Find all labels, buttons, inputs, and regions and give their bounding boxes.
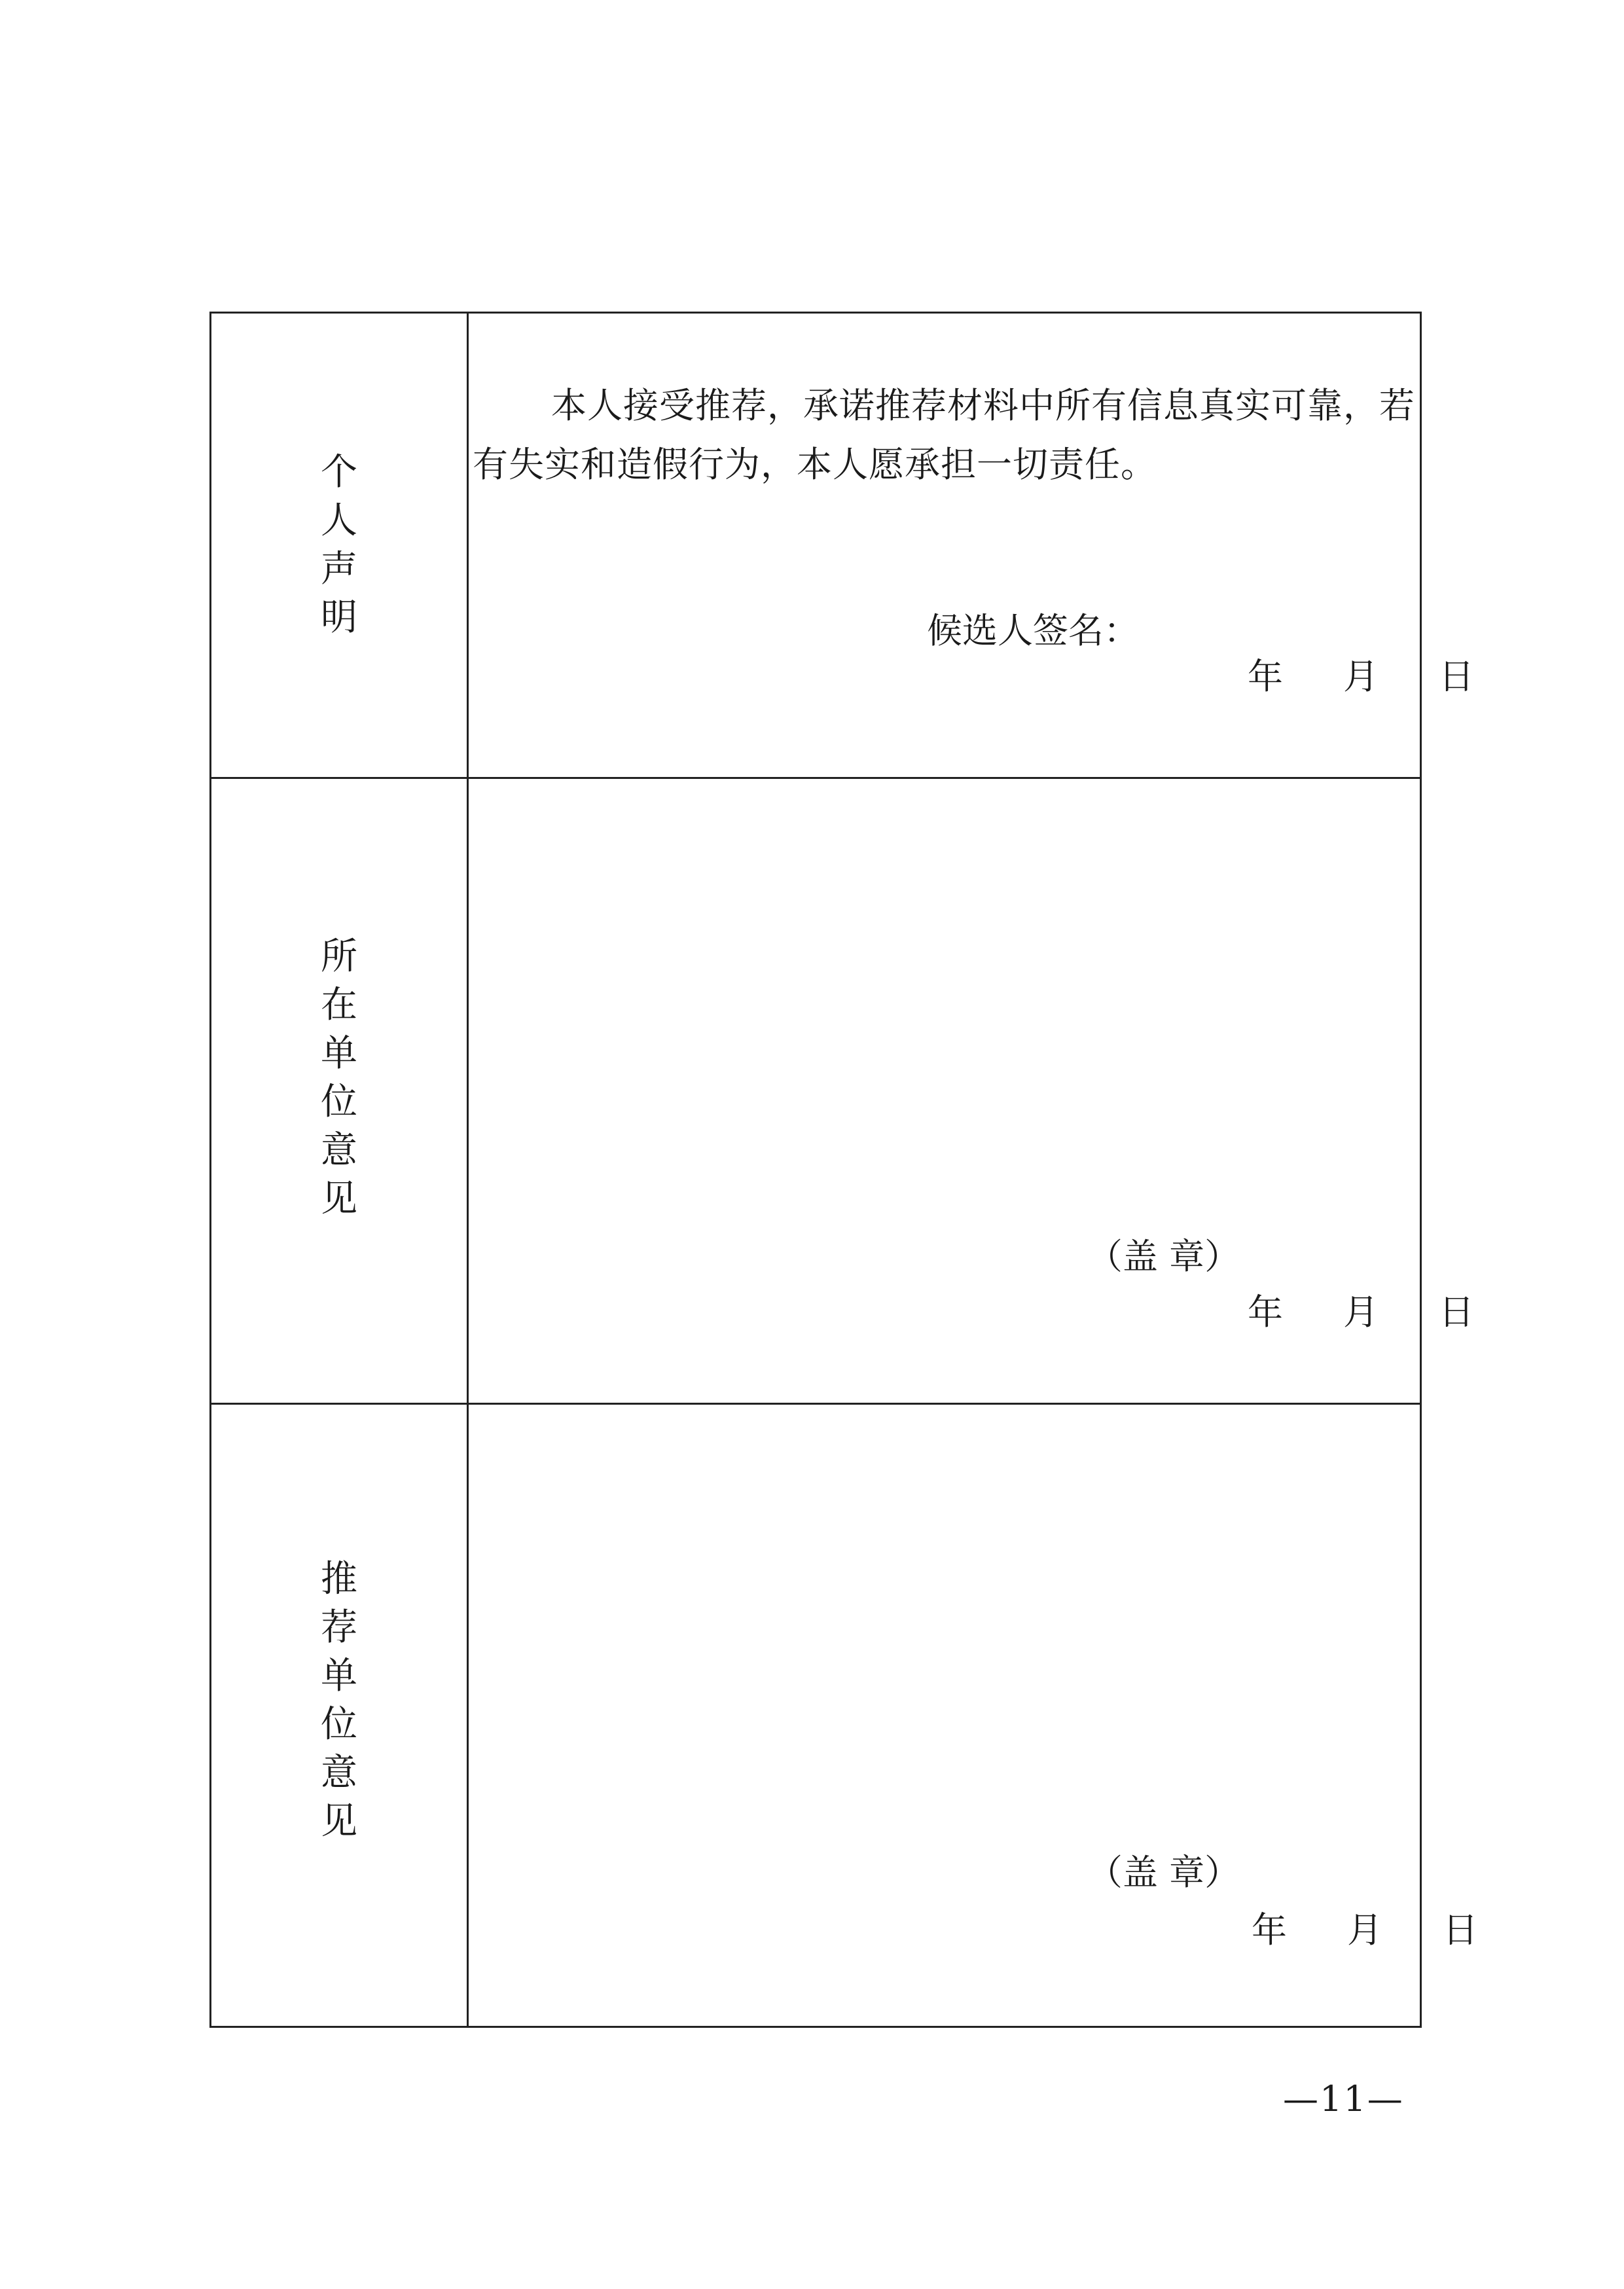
work-unit-opinion-content-cell[interactable] (469, 779, 1474, 1403)
label-char: 单 (321, 1655, 357, 1697)
candidate-signature-label: 候选人签名： (927, 610, 1139, 651)
page-number: —11— (1283, 2078, 1404, 2119)
date-year-label: 年 (1248, 656, 1283, 697)
recommending-unit-date-line (1252, 1907, 1478, 1953)
recommending-unit-opinion-row (211, 1405, 1478, 2028)
label-char: 个 (321, 451, 357, 494)
recommending-unit-opinion-content-cell[interactable] (469, 1405, 1478, 2028)
date-month-label: 月 (1343, 1291, 1379, 1333)
date-day-label: 日 (1439, 656, 1474, 697)
date-month-label: 月 (1347, 1909, 1382, 1951)
label-char: 见 (321, 1178, 357, 1220)
label-char: 荐 (321, 1606, 357, 1649)
label-char: 明 (321, 596, 357, 639)
label-char: 意 (321, 1752, 357, 1794)
declaration-date-line (1248, 654, 1474, 700)
personal-declaration-label-cell (211, 314, 469, 777)
work-unit-opinion-label (211, 933, 467, 1223)
work-unit-stamp-label: （盖 章） (1087, 1236, 1240, 1277)
label-char: 见 (321, 1800, 357, 1843)
label-char: 位 (321, 1703, 357, 1746)
date-month-label: 月 (1343, 656, 1379, 697)
recommending-unit-opinion-label (211, 1555, 467, 1846)
label-char: 声 (321, 548, 357, 590)
recommendation-form-table (209, 312, 1478, 2028)
label-char: 推 (321, 1558, 357, 1600)
date-day-label: 日 (1443, 1909, 1478, 1951)
label-char: 所 (321, 935, 357, 978)
declaration-text: 本人接受推荐，承诺推荐材料中所有信息真实可靠，若有失实和造假行为，本人愿承担一切责任。 (473, 385, 1415, 485)
label-char: 在 (321, 984, 357, 1026)
recommending-unit-opinion-label-cell (211, 1405, 469, 2028)
label-char: 位 (321, 1081, 357, 1123)
label-char: 人 (321, 499, 357, 542)
personal-declaration-label (211, 448, 467, 642)
personal-declaration-row (211, 314, 1474, 779)
work-unit-date-line (1248, 1289, 1474, 1335)
work-unit-opinion-label-cell (211, 779, 469, 1403)
personal-declaration-content-cell[interactable] (469, 314, 1474, 777)
label-char: 意 (321, 1129, 357, 1172)
date-year-label: 年 (1248, 1291, 1283, 1333)
date-year-label: 年 (1252, 1909, 1287, 1951)
recommending-unit-stamp-label: （盖 章） (1087, 1852, 1240, 1893)
work-unit-opinion-row (211, 779, 1474, 1405)
date-day-label: 日 (1439, 1291, 1474, 1333)
label-char: 单 (321, 1032, 357, 1075)
